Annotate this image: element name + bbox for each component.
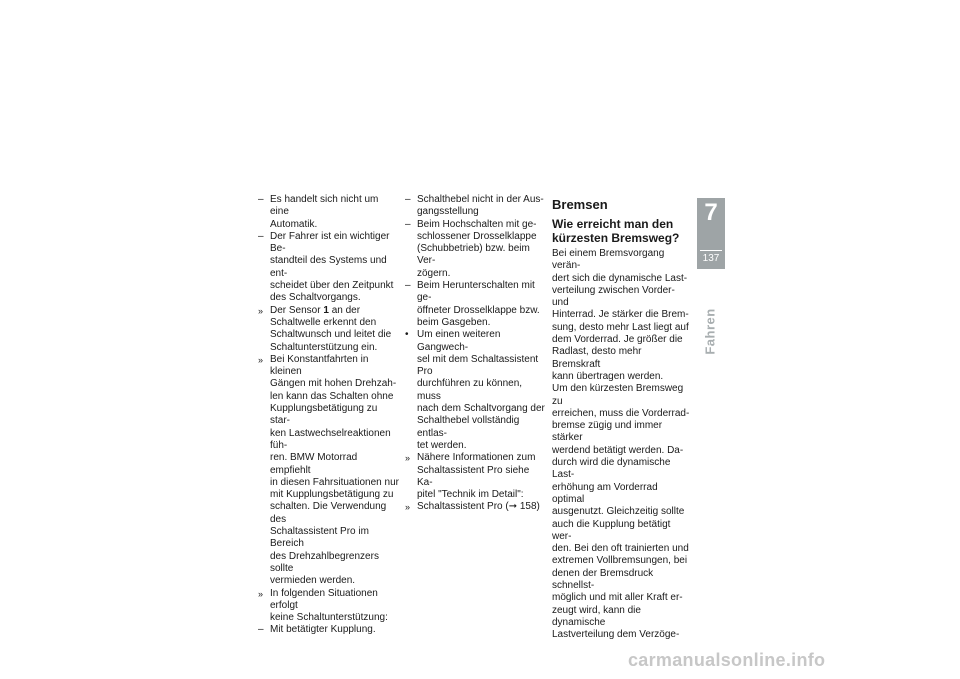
list-item-line: Beim Hochschalten mit ge- xyxy=(417,218,537,230)
paragraph-line: durch wird die dynamische Last- xyxy=(552,457,671,481)
chapter-side-label-text: Fahren xyxy=(702,308,718,355)
list-item-line: Es handelt sich nicht um eine xyxy=(270,194,379,218)
paragraph-line: Lastverteilung dem Verzöge- xyxy=(552,629,680,641)
list-item-line: Schaltassistent Pro siehe Ka- xyxy=(417,464,530,488)
paragraph-line: Um den kürzesten Bremsweg zu xyxy=(552,383,684,407)
list-item-line: Mit betätigter Kupplung. xyxy=(270,624,376,636)
tab-divider xyxy=(700,250,722,251)
list-item-line: öffneter Drosselklappe bzw. xyxy=(417,304,540,316)
list-item xyxy=(258,588,400,625)
list-item-line: Schaltunterstützung ein. xyxy=(270,341,378,353)
list-item-line: schalten. Die Verwendung des xyxy=(270,501,387,525)
list-item-line: Schaltassistent Pro (➞ 158) xyxy=(417,501,540,513)
dash-marker-icon xyxy=(258,624,270,636)
arrow-marker-icon xyxy=(405,452,417,465)
list-item xyxy=(258,624,400,636)
column-right xyxy=(552,197,690,642)
list-item-line: Schaltwelle erkennt den xyxy=(270,316,377,328)
column-left xyxy=(258,194,400,637)
list-item-line: durchführen zu können, muss xyxy=(417,378,523,402)
list-item-line: nach dem Schaltvorgang der xyxy=(417,403,545,415)
list-item-line: mit Kupplungsbetätigung zu xyxy=(270,489,394,501)
list-item xyxy=(405,219,547,280)
dash-marker-icon xyxy=(405,194,417,206)
list-item xyxy=(405,329,547,452)
paragraph-line: Radlast, desto mehr Bremskraft xyxy=(552,346,642,370)
list-item-line: ren. BMW Motorrad empfiehlt xyxy=(270,452,358,476)
list-item-line: schlossener Drosselklappe xyxy=(417,230,537,242)
paragraph-line: kann übertragen werden. xyxy=(552,370,664,382)
list-item-line: Schaltwunsch und leitet die xyxy=(270,329,392,341)
paragraph-line: auch die Kupplung betätigt wer- xyxy=(552,518,671,542)
list-item-line: in diesen Fahrsituationen nur xyxy=(270,476,399,488)
arrow-marker-icon xyxy=(258,305,270,318)
list-item xyxy=(258,194,400,231)
paragraph-load-distribution xyxy=(552,248,690,383)
paragraph-line: werdend betätigt werden. Da- xyxy=(552,444,684,456)
subsection-heading: Wie erreicht man den kürzesten Bremsweg? xyxy=(552,217,680,245)
list-item-line: des Schaltvorgangs. xyxy=(270,292,361,304)
paragraph-line: dem Vorderrad. Je größer die xyxy=(552,334,683,346)
text-segment: an der xyxy=(328,304,361,316)
list-item-line: Der Fahrer ist ein wichtiger Be- xyxy=(270,230,390,255)
list-item-line: Gängen mit hohen Drehzah- xyxy=(270,378,397,390)
list-item xyxy=(405,194,547,219)
sensor-reference-number: 1 xyxy=(323,304,329,316)
list-item-line: Schaltassistent Pro im Bereich xyxy=(270,526,369,550)
text-segment: Der Sensor xyxy=(270,304,324,316)
list-item-line: keine Schaltunterstützung: xyxy=(270,612,388,624)
list-item-line: des Drehzahlbegrenzers sollte xyxy=(270,550,379,574)
list-item-line: Um einen weiteren Gangwech- xyxy=(417,329,501,353)
list-item-line: tet werden. xyxy=(417,439,467,451)
list-item-line: standteil des Systems und ent- xyxy=(270,255,387,279)
list-item-line: Schalthebel nicht in der Aus- xyxy=(417,194,544,205)
list-item-line: len kann das Schalten ohne xyxy=(270,390,394,402)
chapter-number: 7 xyxy=(704,199,718,226)
paragraph-line: verteilung zwischen Vorder- und xyxy=(552,284,675,309)
list-item-line: Nähere Informationen zum xyxy=(417,452,536,464)
paragraph-line: ausgenutzt. Gleichzeitig sollte xyxy=(552,506,685,518)
list-item-line: vermieden werden. xyxy=(270,575,356,587)
list-item xyxy=(258,231,400,305)
dash-marker-icon xyxy=(258,231,270,243)
watermark: carmanualsonline.info xyxy=(628,650,826,670)
paragraph-line: Hinterrad. Je stärker die Brem- xyxy=(552,309,689,321)
paragraph-line: zeugt wird, kann die dynamische xyxy=(552,604,641,628)
list-item-line: Bei Konstantfahrten in kleinen xyxy=(270,353,369,378)
list-item-line: Beim Herunterschalten mit ge- xyxy=(417,280,535,304)
arrow-marker-icon xyxy=(258,588,270,601)
list-item-line: (Schubbetrieb) bzw. beim Ver- xyxy=(417,243,530,267)
paragraph-shortest-braking xyxy=(552,383,690,641)
paragraph-line: dert sich die dynamische Last- xyxy=(552,272,688,284)
list-item-line: Automatik. xyxy=(270,218,318,230)
paragraph-line: bremse zügig und immer stärker xyxy=(552,420,663,444)
paragraph-line: den. Bei den oft trainierten und xyxy=(552,543,689,555)
list-item-line: zögern. xyxy=(417,267,451,279)
list-item-line: beim Gasgeben. xyxy=(417,316,491,328)
list-item xyxy=(258,305,400,354)
list-item xyxy=(405,452,547,501)
page-number: 137 xyxy=(702,253,720,264)
list-item xyxy=(258,354,400,588)
list-item-line: ken Lastwechselreaktionen füh- xyxy=(270,427,391,451)
list-item-line: Schalthebel vollständig entlas- xyxy=(417,415,520,439)
list-item-line: pitel "Technik im Detail": xyxy=(417,489,524,501)
dash-marker-icon xyxy=(405,219,417,231)
arrow-marker-icon xyxy=(405,501,417,514)
list-item xyxy=(405,501,547,513)
dash-marker-icon xyxy=(405,280,417,292)
paragraph-line: extremen Vollbremsungen, bei xyxy=(552,555,688,567)
list-item-line: scheidet über den Zeitpunkt xyxy=(270,280,394,292)
paragraph-line: möglich und mit aller Kraft er- xyxy=(552,592,683,604)
list-item-line: Kupplungsbetätigung zu star- xyxy=(270,403,378,427)
paragraph-line: erreichen, muss die Vorderrad- xyxy=(552,407,690,419)
list-item-line: In folgenden Situationen erfolgt xyxy=(270,587,378,611)
chapter-tab xyxy=(697,198,725,269)
arrow-marker-icon xyxy=(258,354,270,367)
bullet-marker-icon xyxy=(405,329,417,341)
column-middle xyxy=(405,194,547,514)
chapter-side-label xyxy=(698,302,718,362)
paragraph-line: erhöhung am Vorderrad optimal xyxy=(552,481,658,505)
paragraph-line: sung, desto mehr Last liegt auf xyxy=(552,321,689,333)
paragraph-line: denen der Bremsdruck schnellst- xyxy=(552,567,654,592)
paragraph-line: Bei einem Bremsvorgang verän- xyxy=(552,248,665,272)
list-item-line xyxy=(270,305,400,317)
list-item xyxy=(405,280,547,329)
list-item-line: sel mit dem Schaltassistent Pro xyxy=(417,353,539,378)
list-item-line: gangsstellung xyxy=(417,206,479,218)
section-heading: Bremsen xyxy=(552,197,608,212)
dash-marker-icon xyxy=(258,194,270,206)
